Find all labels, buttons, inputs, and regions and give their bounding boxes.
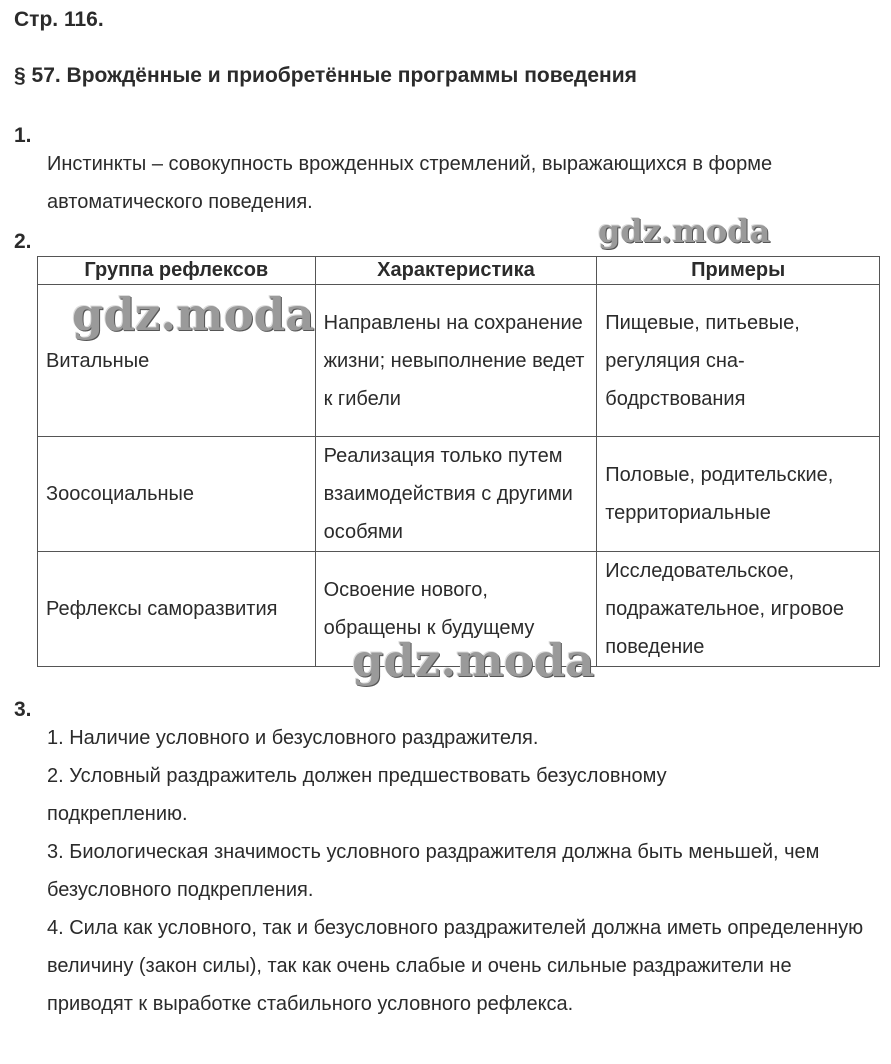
cell-examples: Пищевые, питьевые, регуляция сна-бодрствования bbox=[597, 285, 880, 437]
task-2-number: 2. bbox=[14, 230, 32, 253]
table-row bbox=[38, 437, 880, 552]
cell-characteristic: Реализация только путем взаимодействия с другими особями bbox=[315, 437, 597, 552]
task-3-item: 4. Сила как условного, так и безусловного раздражителей должна иметь определенную величину (закон силы), так как очень слабые и очень сильные раздражители не приводят к выработке стабильного условного рефлекса. bbox=[47, 917, 864, 1015]
task-3-item: 2. Условный раздражитель должен предшествовать безусловному подкреплению. bbox=[47, 765, 667, 825]
cell-group: Зоосоциальные bbox=[38, 437, 316, 552]
table-header-row bbox=[38, 257, 880, 285]
task-3-item: 1. Наличие условного и безусловного раздражителя. bbox=[47, 727, 539, 749]
task-3-item: 3. Биологическая значимость условного раздражителя должна быть меньшей, чем безусловного подкрепления. bbox=[47, 841, 820, 901]
task-1-text: Инстинкты – совокупность врожденных стремлений, выражающихся в форме автоматического поведения. bbox=[47, 153, 773, 213]
cell-characteristic: Направлены на сохранение жизни; невыполнение ведет к гибели bbox=[315, 285, 597, 437]
watermark: gdz.moda bbox=[72, 288, 315, 341]
cell-examples: Исследовательское, подражательное, игровое поведение bbox=[597, 552, 880, 667]
page-title: Стр. 116. bbox=[14, 8, 104, 31]
table-header-characteristic: Характеристика bbox=[315, 257, 597, 285]
section-title: § 57. Врождённые и приобретённые программы поведения bbox=[14, 64, 637, 87]
table-header-examples: Примеры bbox=[597, 257, 880, 285]
cell-examples: Половые, родительские, территориальные bbox=[597, 437, 880, 552]
watermark: gdz.moda bbox=[598, 212, 771, 250]
cell-group: Рефлексы саморазвития bbox=[38, 552, 316, 667]
task-1-number: 1. bbox=[14, 124, 32, 147]
cell-group: Витальные bbox=[38, 285, 316, 437]
cell-characteristic: Освоение нового, обращены к будущему bbox=[315, 552, 597, 667]
table-header-group: Группа рефлексов bbox=[38, 257, 316, 285]
task-3-number: 3. bbox=[14, 698, 32, 721]
watermark: gdz.moda bbox=[352, 634, 595, 687]
